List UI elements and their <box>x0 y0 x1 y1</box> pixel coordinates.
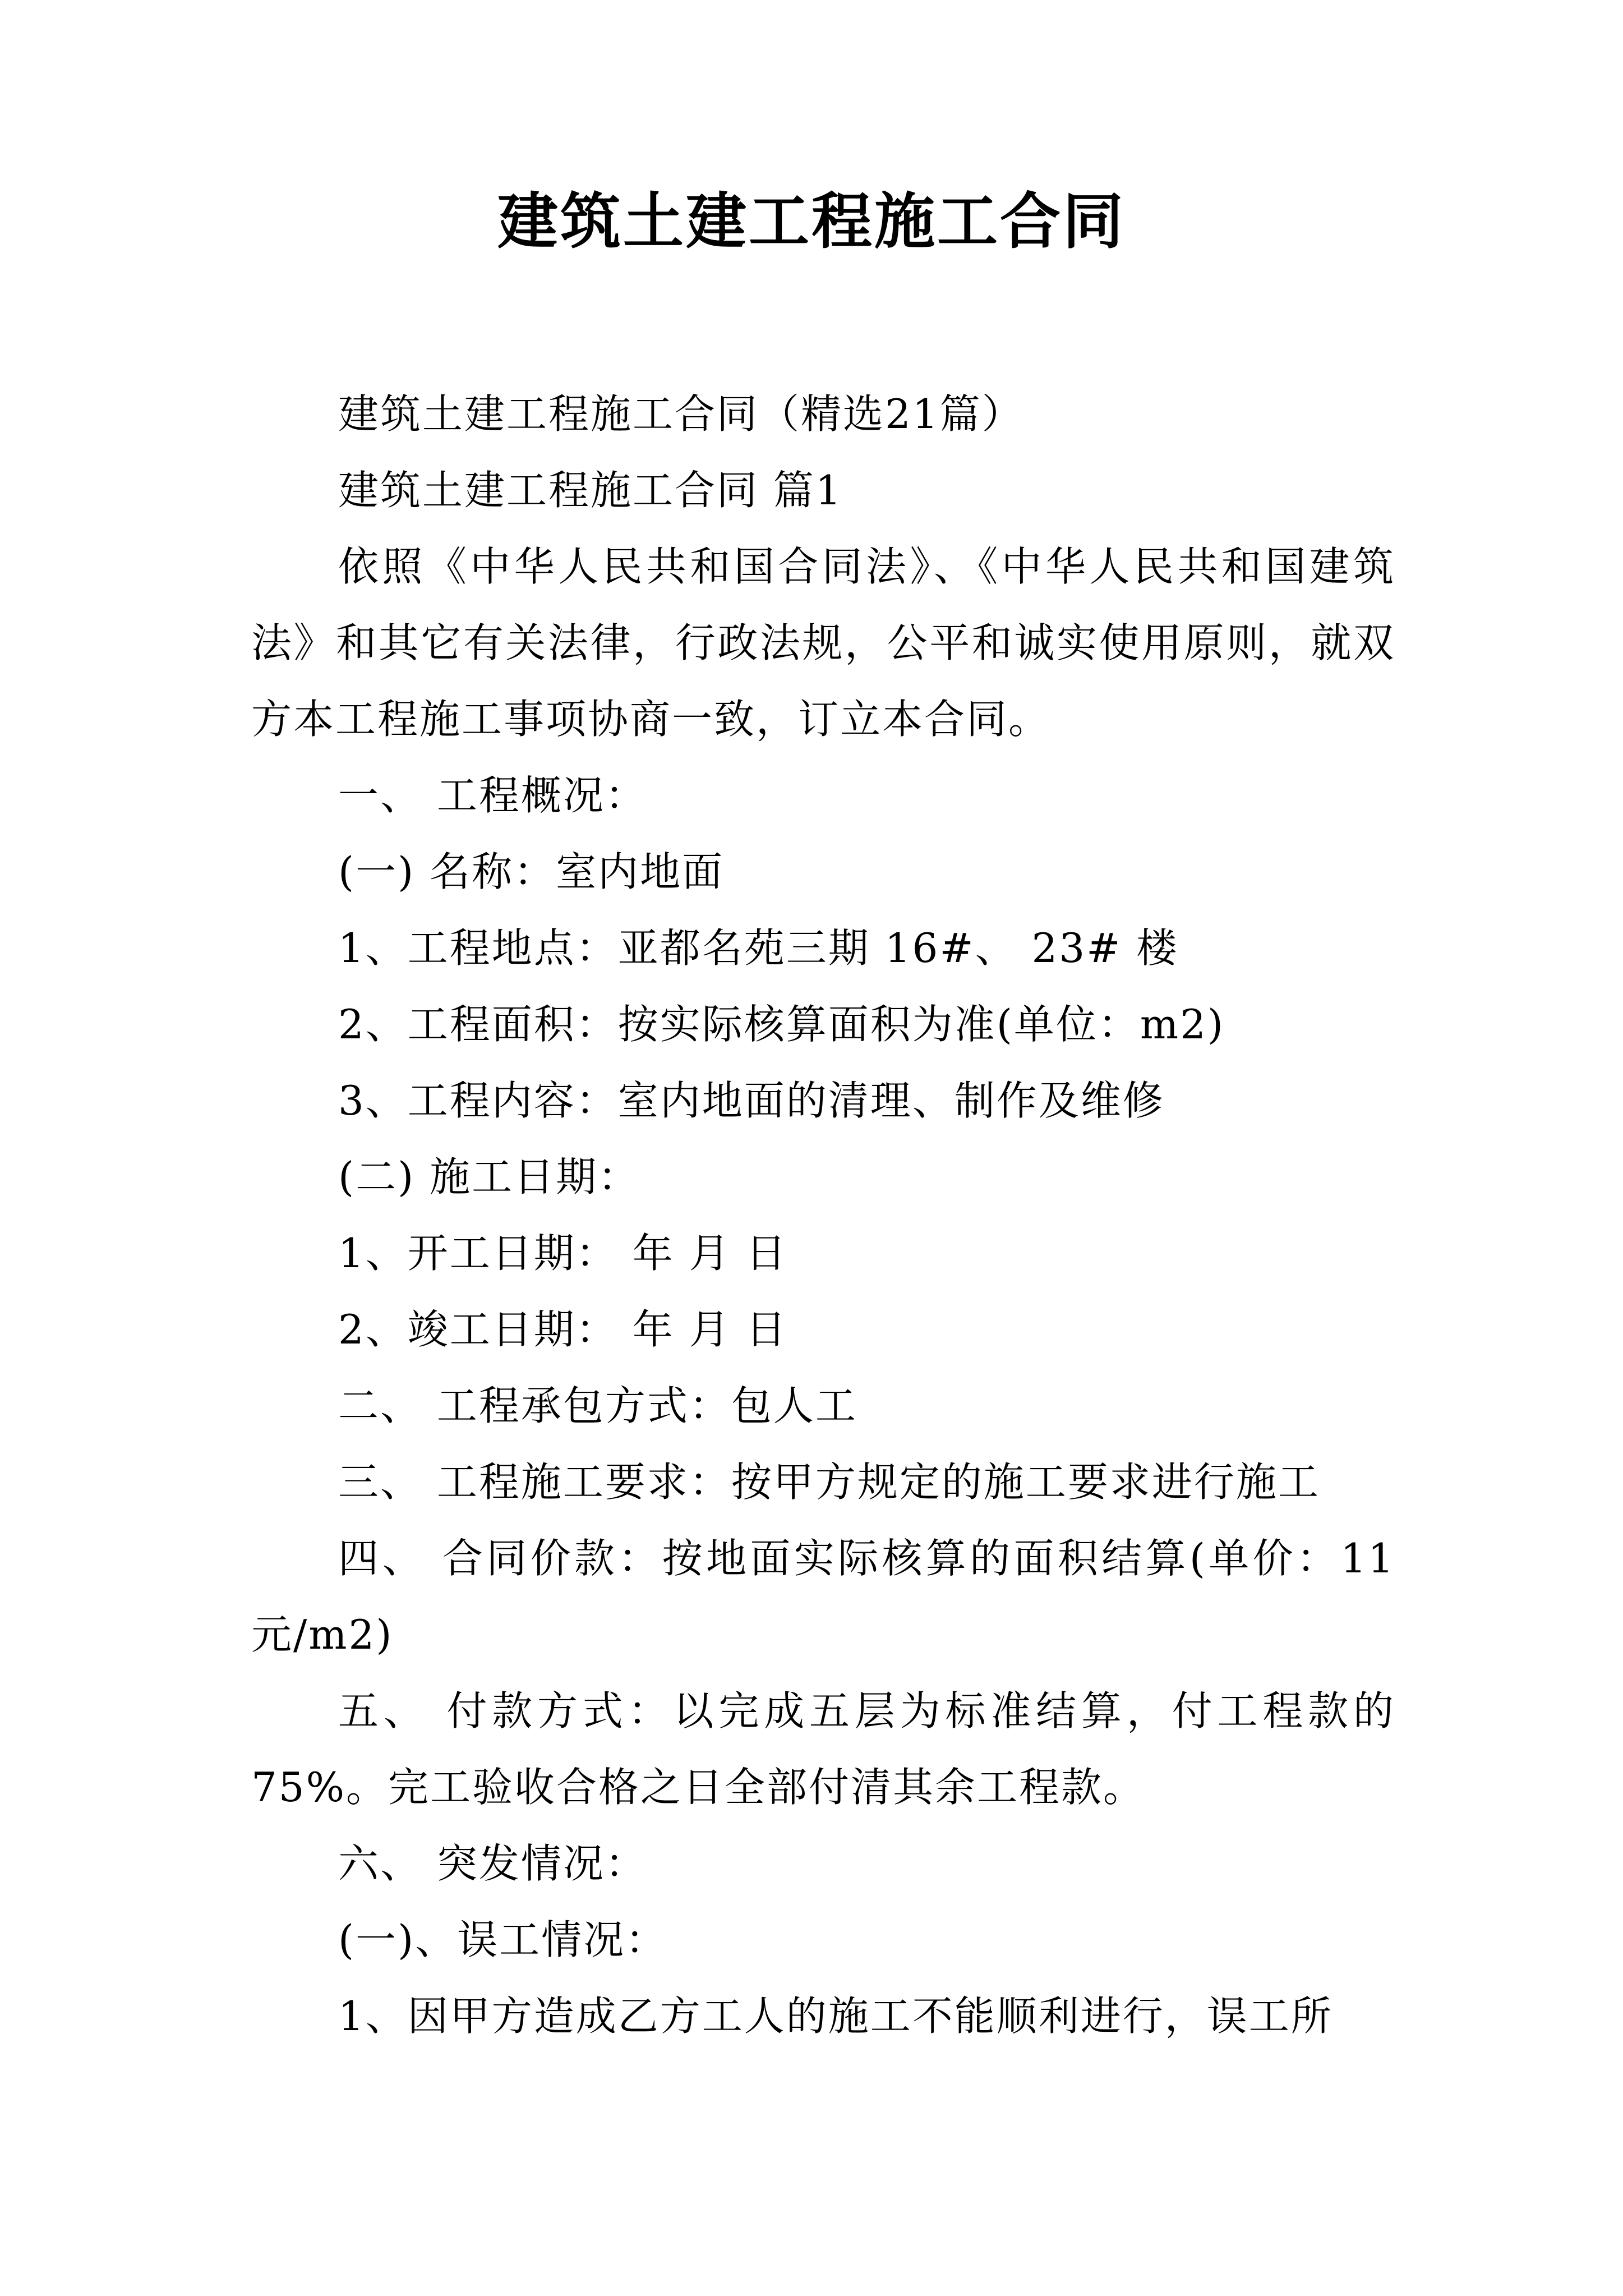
paragraph-payment: 五、 付款方式：以完成五层为标准结算，付工程款的75%。完工验收合格之日全部付清其余工程款。 <box>251 1687 1395 1811</box>
paragraph-requirements: 三、 工程施工要求：按甲方规定的施工要求进行施工 <box>338 1458 1320 1506</box>
paragraph-start-date: 1、开工日期： 年 月 日 <box>338 1230 788 1277</box>
paragraph-schedule: (二) 施工日期： <box>338 1153 640 1200</box>
paragraph-delays: (一)、误工情况： <box>338 1916 668 1963</box>
paragraph-preamble: 依照《中华人民共和国合同法》、《中华人民共和国建筑法》和其它有关法律，行政法规，公平和诚实使用原则，就双方本工程施工事项协商一致，订立本合同。 <box>251 543 1395 743</box>
document-title: 建筑土建工程施工合同 <box>497 186 1126 257</box>
paragraph-price: 四、 合同价款：按地面实际核算的面积结算(单价：11元/m2) <box>251 1535 1395 1658</box>
paragraph-content: 3、工程内容：室内地面的清理、制作及维修 <box>338 1077 1165 1124</box>
paragraph-name: (一) 名称：室内地面 <box>338 848 725 895</box>
paragraph-collection-title: 建筑土建工程施工合同（精选21篇） <box>338 390 1024 438</box>
paragraph-area: 2、工程面积：按实际核算面积为准(单位：m2) <box>338 1001 1225 1048</box>
paragraph-delay-clause-1: 1、因甲方造成乙方工人的施工不能顺利进行，误工所 <box>338 1993 1333 2040</box>
paragraph-end-date: 2、竣工日期： 年 月 日 <box>338 1306 788 1353</box>
paragraph-contract-mode: 二、 工程承包方式：包人工 <box>338 1382 857 1429</box>
paragraph-emergencies: 六、 突发情况： <box>338 1840 647 1887</box>
paragraph-project-overview: 一、 工程概况： <box>338 772 647 819</box>
paragraph-location: 1、工程地点：亚都名苑三期 16#、 23# 楼 <box>338 924 1179 972</box>
document-body <box>251 376 1395 2054</box>
paragraph-section-title: 建筑土建工程施工合同 篇1 <box>338 467 843 514</box>
